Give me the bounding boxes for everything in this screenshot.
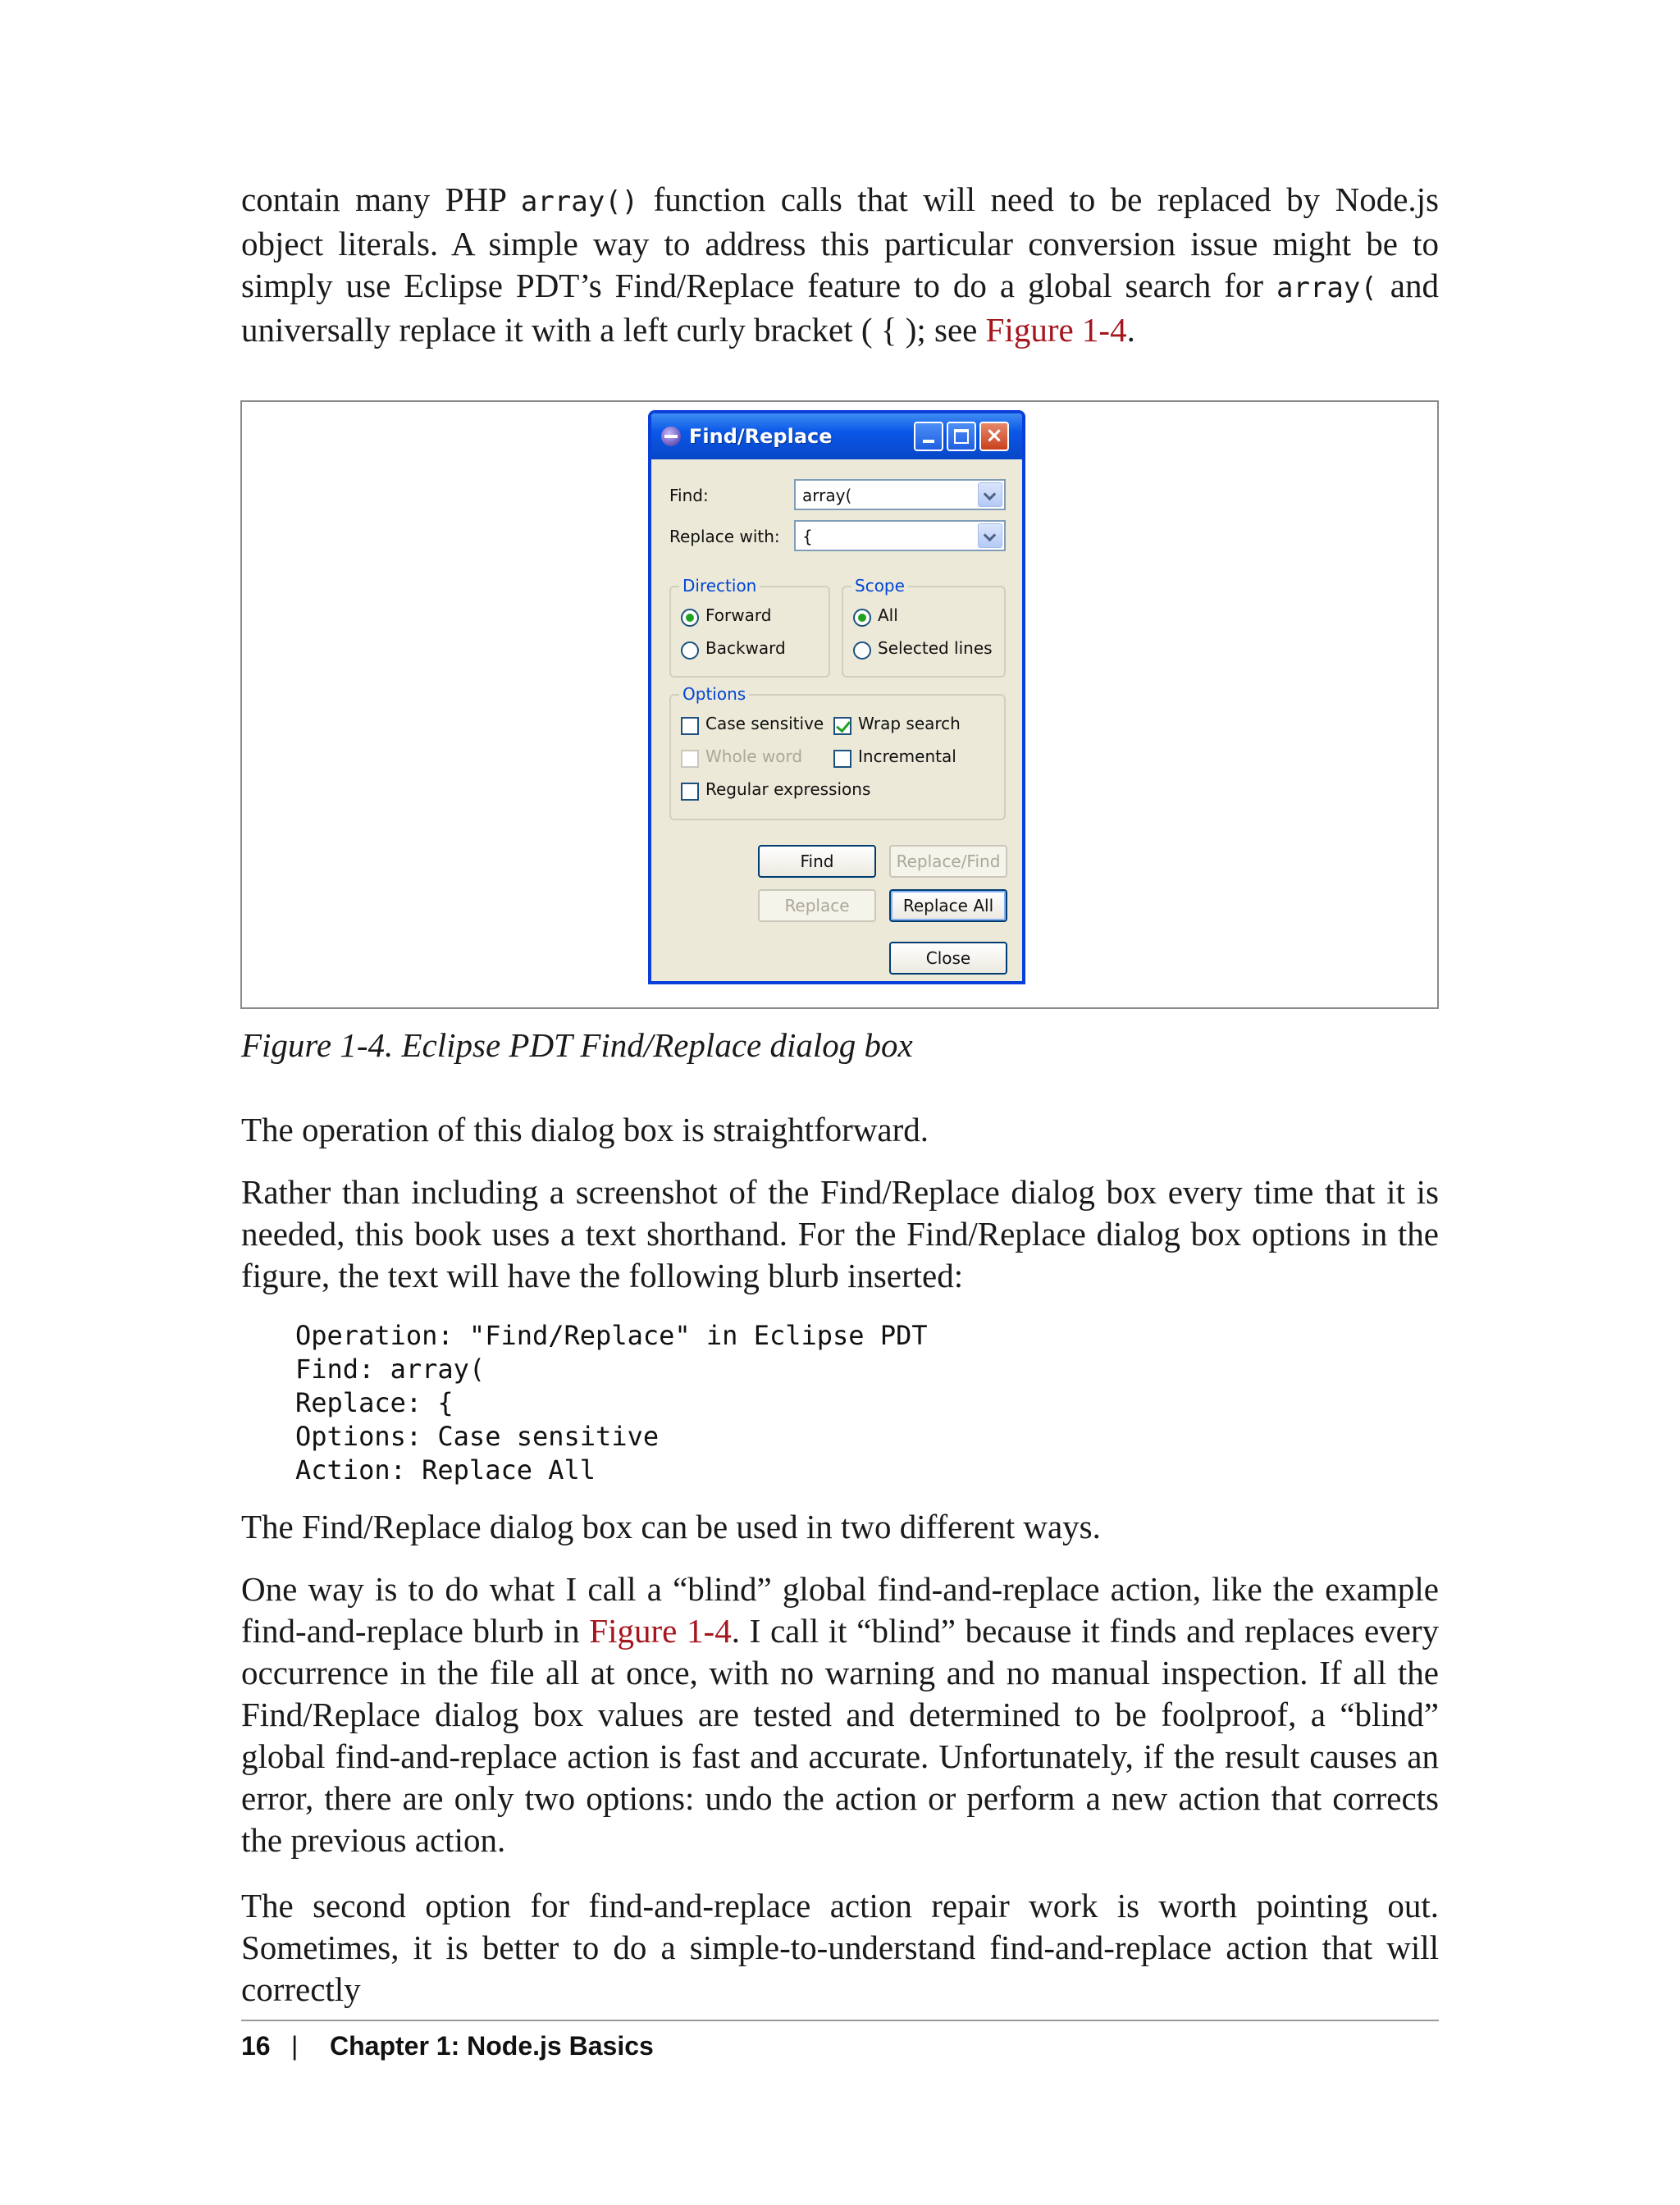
forward-radio[interactable] bbox=[681, 609, 699, 627]
find-combo[interactable] bbox=[794, 479, 1006, 510]
regular-expressions-label[interactable]: Regular expressions bbox=[705, 779, 871, 799]
page-number: 16 bbox=[241, 2031, 271, 2061]
code-line: Find: array( bbox=[295, 1354, 486, 1385]
dialog-title: Find/Replace bbox=[689, 425, 833, 448]
figure-caption: Figure 1-4. Eclipse PDT Find/Replace dialog box bbox=[241, 1026, 913, 1064]
options-group bbox=[669, 684, 1006, 820]
text-run: One way is to do what I call a “blind” global find-and-replace action, like the example find-and-replace blurb in bbox=[241, 1570, 1439, 1650]
find-value: array( bbox=[802, 486, 852, 505]
forward-label[interactable]: Forward bbox=[705, 605, 772, 625]
paragraph-second-option: The second option for find-and-replace action repair work is worth pointing out. Sometimes, it is better to do a simple-to-understand find-and-replace action that will correctly bbox=[241, 1887, 1439, 2008]
replace-all-button[interactable]: Replace All bbox=[889, 889, 1007, 922]
wrap-search-checkbox[interactable] bbox=[833, 717, 851, 735]
figure-link[interactable]: Figure 1-4 bbox=[985, 311, 1127, 349]
paragraph-blind bbox=[241, 1568, 1439, 1861]
text-run: . I call it “blind” because it finds and replaces every occurrence in the file all at once, with no warning and no manual inspection. If all the Find/Replace dialog box values are tested and determined to be foolproof, a “blind” global find-and-replace action is fast and accurate. Unfortunately, if the result causes an error, there are only two options: undo the action or perform a new action that corrects the previous action. bbox=[241, 1612, 1439, 1859]
backward-label[interactable]: Backward bbox=[705, 638, 786, 658]
find-button[interactable]: Find bbox=[758, 845, 876, 878]
regular-expressions-checkbox[interactable] bbox=[681, 783, 699, 801]
paragraph-operation: The operation of this dialog box is straightforward. bbox=[241, 1111, 929, 1148]
replace-label: Replace with: bbox=[669, 527, 780, 546]
paragraph-shorthand: Rather than including a screenshot of the Find/Replace dialog box every time that it is needed, this book uses a text shorthand. For the Find/Replace dialog box options in the figure, the text will have the following blurb inserted: bbox=[241, 1173, 1439, 1294]
minimize-icon[interactable] bbox=[914, 422, 943, 451]
all-radio[interactable] bbox=[853, 609, 871, 627]
code-line: Options: Case sensitive bbox=[295, 1421, 660, 1452]
chevron-down-icon[interactable] bbox=[978, 523, 1002, 548]
scope-group bbox=[842, 576, 1006, 678]
close-button[interactable]: Close bbox=[889, 942, 1007, 975]
figure-link[interactable]: Figure 1-4 bbox=[589, 1612, 732, 1650]
inline-code-array-call: array() bbox=[520, 185, 639, 218]
wrap-search-label[interactable]: Wrap search bbox=[858, 714, 961, 733]
paragraph-intro bbox=[241, 179, 1439, 351]
code-line: Action: Replace All bbox=[295, 1454, 596, 1486]
scope-title: Scope bbox=[851, 576, 908, 596]
paragraph-two-ways: The Find/Replace dialog box can be used in two different ways. bbox=[241, 1508, 1101, 1545]
whole-word-checkbox bbox=[681, 750, 699, 768]
whole-word-label: Whole word bbox=[705, 746, 803, 766]
find-label: Find: bbox=[669, 486, 709, 505]
selected-lines-radio[interactable] bbox=[853, 641, 871, 660]
replace-combo[interactable] bbox=[794, 520, 1006, 551]
footer-separator: | bbox=[291, 2031, 299, 2061]
dialog-titlebar[interactable] bbox=[651, 413, 1022, 459]
inline-code-array-search: array( bbox=[1276, 272, 1377, 304]
incremental-checkbox[interactable] bbox=[833, 750, 851, 768]
close-icon[interactable]: × bbox=[979, 422, 1009, 451]
text-run: function calls that will need to be replaced by Node.js object literals. A simple way to address this particular conversion issue might be to simply use Eclipse PDT’s Find/Replace feature to do a global search for bbox=[241, 180, 1439, 304]
chevron-down-icon[interactable] bbox=[978, 482, 1002, 507]
maximize-icon[interactable] bbox=[947, 422, 976, 451]
code-line: Replace: { bbox=[295, 1387, 454, 1418]
replace-button: Replace bbox=[758, 889, 876, 922]
footer-rule bbox=[241, 2020, 1439, 2021]
backward-radio[interactable] bbox=[681, 641, 699, 660]
all-label[interactable]: All bbox=[878, 605, 898, 625]
find-replace-dialog bbox=[648, 410, 1025, 984]
chapter-title: Chapter 1: Node.js Basics bbox=[330, 2031, 654, 2061]
selected-lines-label[interactable]: Selected lines bbox=[878, 638, 993, 658]
text-run: and universally replace it with a left curly bracket ( { ); see bbox=[241, 267, 1440, 349]
direction-title: Direction bbox=[679, 576, 760, 596]
incremental-label[interactable]: Incremental bbox=[858, 746, 956, 766]
code-block bbox=[295, 1319, 928, 1487]
case-sensitive-checkbox[interactable] bbox=[681, 717, 699, 735]
case-sensitive-label[interactable]: Case sensitive bbox=[705, 714, 824, 733]
text-run: contain many PHP bbox=[241, 180, 521, 218]
text-run: . bbox=[1126, 311, 1135, 349]
replace-value: { bbox=[802, 527, 813, 546]
replace-find-button: Replace/Find bbox=[889, 845, 1007, 878]
options-title: Options bbox=[679, 684, 749, 704]
direction-group bbox=[669, 576, 830, 678]
eclipse-icon bbox=[661, 427, 681, 446]
code-line: Operation: "Find/Replace" in Eclipse PDT bbox=[295, 1320, 928, 1351]
